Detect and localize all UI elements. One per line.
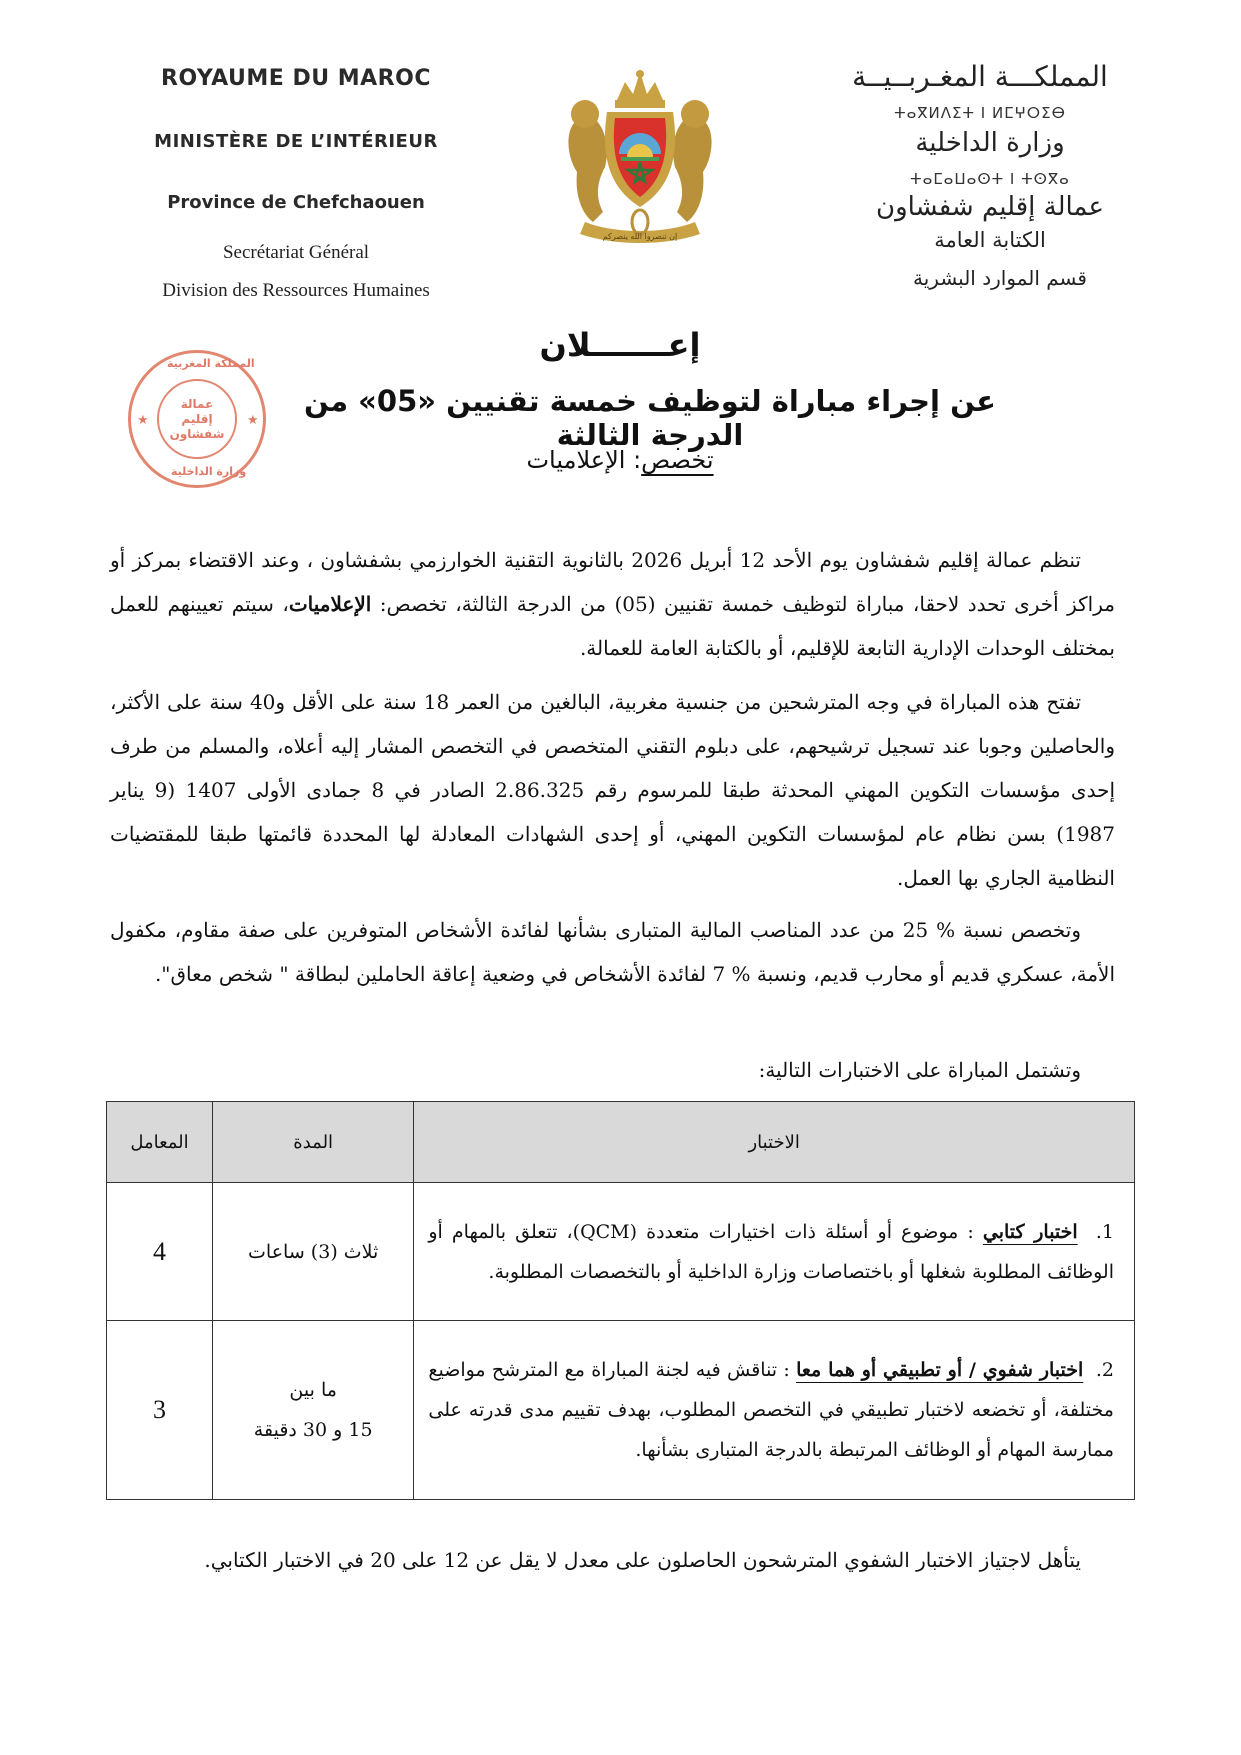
province-fr: Province de Chefchaouen [167, 192, 425, 213]
specialty-bold: الإعلاميات [288, 592, 372, 616]
moroccan-coat-of-arms-icon [555, 62, 725, 252]
division-ar: قسم الموارد البشرية [913, 266, 1087, 290]
specialty-value: : الإعلاميات [526, 446, 642, 474]
header-coefficient: المعامل [107, 1102, 213, 1183]
paragraph-tests-intro: وتشتمل المباراة على الاختبارات التالية: [758, 1058, 1081, 1082]
specialty-line [460, 446, 780, 474]
test-coefficient: 4 [107, 1183, 213, 1321]
test-description: 2. اختبار شفوي / أو تطبيقي أو هما معا : تناقش فيه لجنة المباراة مع المترشح مواضيع مختلفة، أو تخضعه لاختبار تطبيقي في التخصص المطلوب، بهدف تقييم مدى قدرته على ممارسة المهام أو الوظائف المرتبطة بالدرجة المتبارى بشأنها. [414, 1321, 1135, 1500]
emblem-motto: إن تنصروا الله ينصركم [602, 232, 678, 241]
official-stamp [128, 350, 266, 488]
secretariat-fr: Secrétariat Général [222, 242, 370, 263]
stamp-outer-bottom: وزارة الداخلية [171, 465, 247, 478]
secretariat-ar: الكتابة العامة [934, 228, 1046, 252]
test-duration: ما بين 15 و 30 دقيقة [212, 1321, 413, 1500]
division-fr: Division des Ressources Humaines [162, 280, 430, 301]
paragraph-oral-qualification: يتأهل لاجتياز الاختبار الشفوي المترشحون الحاصلون على معدل لا يقل عن 12 على 20 في الاختبار الكتابي. [204, 1548, 1081, 1572]
province-ar: عمالة إقليم شفشاون [876, 192, 1104, 222]
ministry-tifinagh: ⵜⴰⵎⴰⵡⴰⵙⵜ ⵏ ⵜⵙⴳⴰ [910, 170, 1070, 188]
test-title: اختبار شفوي / أو تطبيقي أو هما معا [796, 1359, 1084, 1381]
kingdom-tifinagh: ⵜⴰⴳⵍⴷⵉⵜ ⵏ ⵍⵎⵖⵔⵉⴱ [894, 104, 1066, 122]
test-duration: ثلاث (3) ساعات [212, 1183, 413, 1321]
header-test: الاختبار [414, 1102, 1135, 1183]
test-coefficient: 3 [107, 1321, 213, 1500]
paragraph-organization: تنظم عمالة إقليم شفشاون يوم الأحد 12 أبريل 2026 بالثانوية التقنية الخوارزمي بشفشاون ، وعند الاقتضاء بمركز أو مراكز أخرى تحدد لاحقا، مباراة لتوظيف خمسة تقنيين (05) من الدرجة الثالثة، تخصص: الإعلاميات، سيتم تعيينهم للعمل بمختلف الوحدات الإدارية التابعة للإقليم، أو بالكتابة العامة للعمالة. [110, 548, 1115, 660]
ministry-fr: MINISTÈRE DE L’INTÉRIEUR [154, 131, 438, 152]
announcement-title: إعـــــــلان [539, 326, 701, 364]
ministry-ar: وزارة الداخلية [915, 128, 1065, 158]
kingdom-ar: المملكـــة المغـربــيــة [852, 60, 1108, 93]
stamp-outer-top: المملكة المغربية [167, 357, 255, 370]
table-row [107, 1321, 1135, 1500]
stamp-line: إقليم [181, 411, 213, 426]
test-description: 1. اختبار كتابي : موضوع أو أسئلة ذات اختيارات متعددة (QCM)، تتعلق بالمهام أو الوظائف المطلوبة شغلها أو باختصاصات وزارة الداخلية أو بالتخصصات المطلوبة. [414, 1183, 1135, 1321]
kingdom-fr: ROYAUME DU MAROC [161, 66, 431, 91]
tests-table [106, 1101, 1135, 1500]
paragraph-eligibility: تفتح هذه المباراة في وجه المترشحين من جنسية مغربية، البالغين من العمر 18 سنة على الأقل و40 سنة على الأكثر، والحاصلين وجوبا عند تسجيل ترشيحهم، على دبلوم التقني المتخصص في التخصص المشار إليه أعلاه، والمسلم من طرف إحدى مؤسسات التكوين المهني المحدثة طبقا للمرسوم رقم 2.86.325 الصادر في 8 جمادى الأولى 1407 (9 يناير 1987) بسن نظام عام لمؤسسات التكوين المهني، أو إحدى الشهادات المعادلة لها المحددة قائمتها طبقا للمقتضيات النظامية الجاري بها العمل. [110, 690, 1115, 890]
specialty-label: تخصص [641, 446, 714, 474]
test-title: اختبار كتابي [982, 1220, 1078, 1243]
paragraph-quotas: وتخصص نسبة % 25 من عدد المناصب المالية المتبارى بشأنها لفائدة الأشخاص المتوفرين على صفة مقاوم، مكفول الأمة، عسكري قديم أو محارب قديم، ونسبة % 7 لفائدة الأشخاص في وضعية إعاقة الحاملين لبطاقة " شخص معاق". [110, 918, 1115, 986]
table-row [107, 1183, 1135, 1321]
stamp-line: عمالة [180, 396, 214, 411]
header-duration: المدة [212, 1102, 413, 1183]
announcement-subtitle: عن إجراء مباراة لتوظيف خمسة تقنيين «05» من الدرجة الثالثة [304, 384, 996, 452]
star-icon: ★ [137, 413, 149, 428]
stamp-line: شفشاون [169, 426, 225, 441]
table-header-row [107, 1102, 1135, 1183]
stamp-inner [157, 379, 237, 459]
star-icon: ★ [247, 413, 259, 428]
